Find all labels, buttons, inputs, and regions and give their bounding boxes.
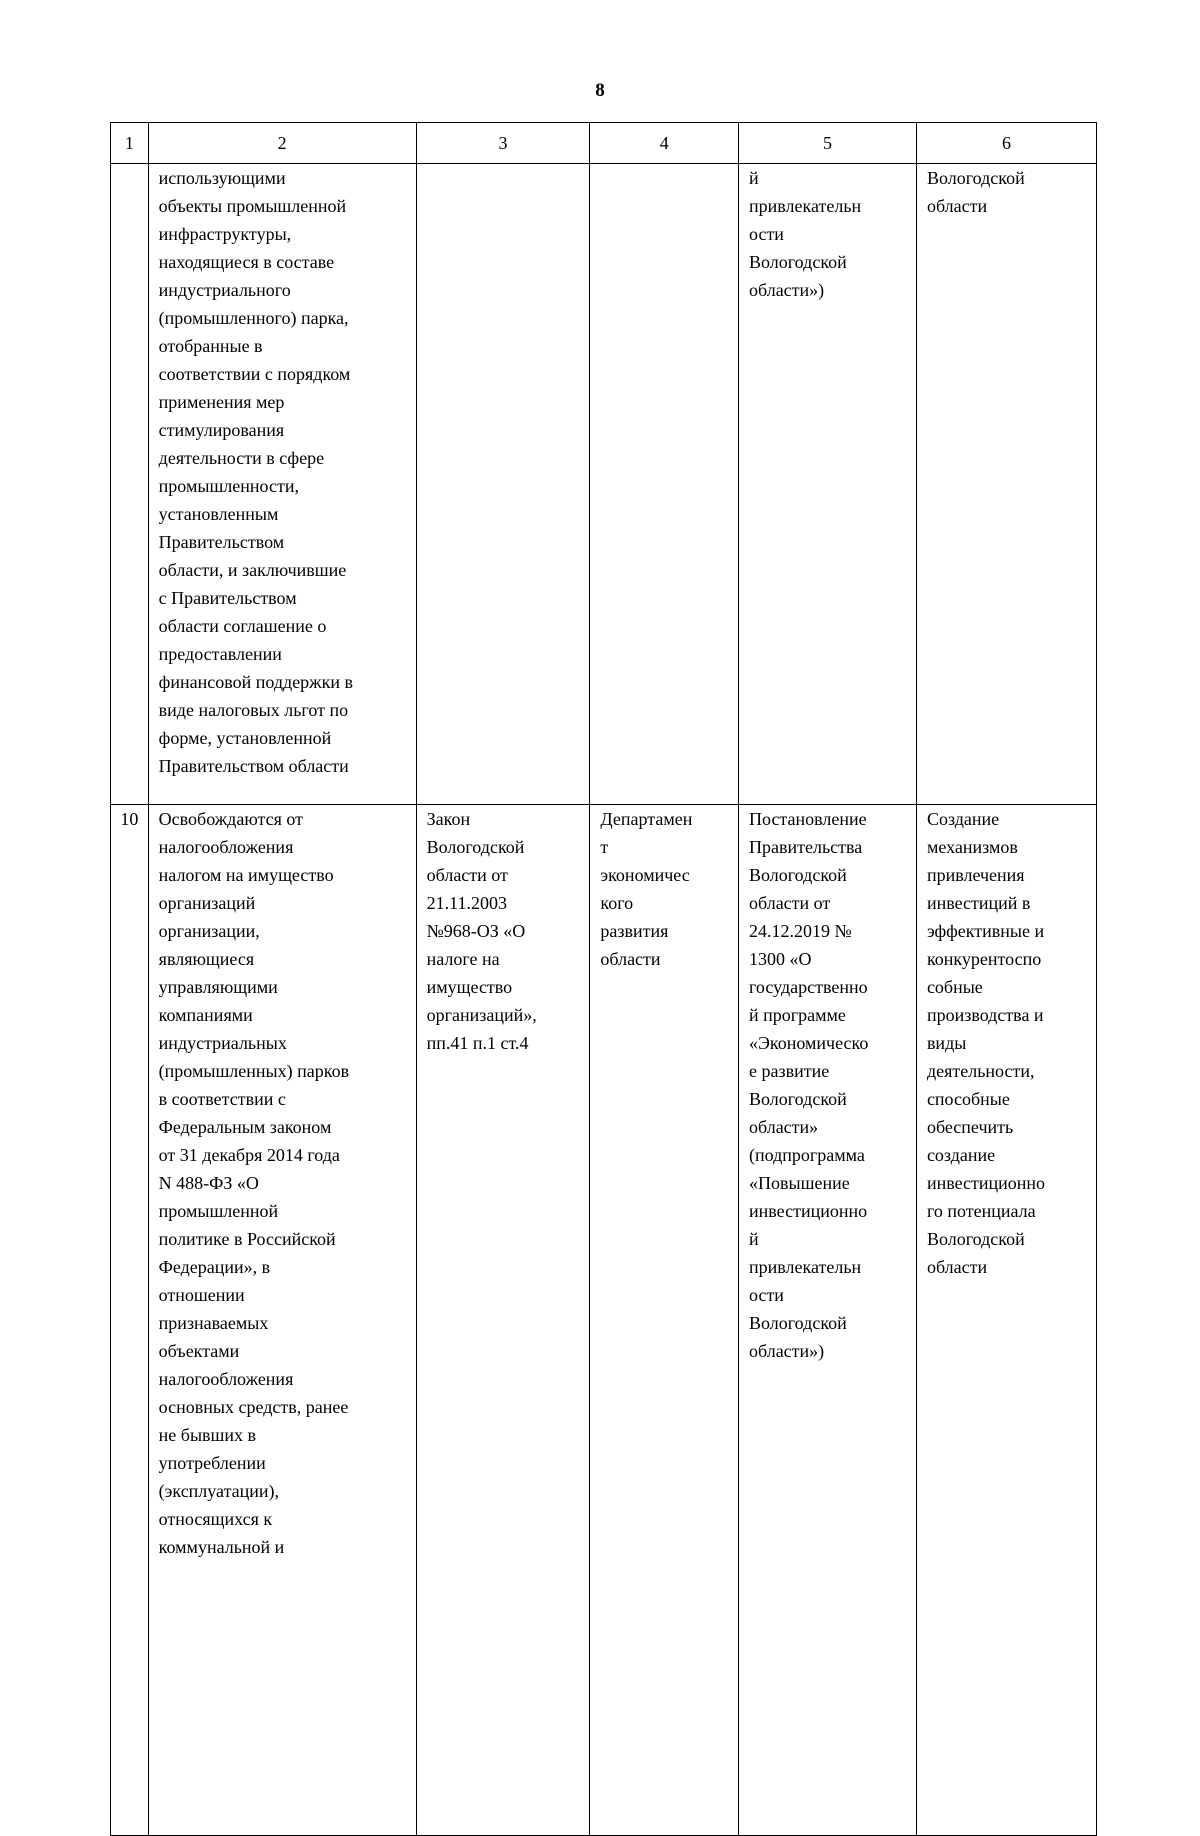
table-header-cell: 5	[739, 123, 917, 164]
table-cell	[739, 164, 917, 805]
table-cell	[590, 805, 739, 1836]
table-cell	[916, 164, 1096, 805]
cell-text: й привлекательн ости Вологодской области»)	[749, 168, 862, 300]
page-number: 8	[595, 80, 605, 101]
cell-text: Департамен т экономичес кого развития области	[600, 809, 693, 969]
table-row	[111, 164, 1097, 805]
table-header-cell: 4	[590, 123, 739, 164]
benefits-table	[110, 122, 1097, 1836]
cell-text: Закон Вологодской области от 21.11.2003 №968-ОЗ «О налоге на имущество организаций», пп.41 п.1 ст.4	[426, 809, 537, 1053]
cell-text: использующими объекты промышленной инфраструктуры, находящиеся в составе индустриального (промышленного) парка, отобранные в соответствии с порядком применения мер стимулирования деятельности в сфере промышленности, установленным Правительством области, и заключившие с Правительством области соглашение о предоставлении финансовой поддержки в виде налоговых льгот по форме, установленной Правительством области	[158, 168, 353, 776]
cell-text: Создание механизмов привлечения инвестиций в эффективные и конкурентоспо собные производства и виды деятельности, способные обеспечить создание инвестиционно го потенциала Вологодской области	[926, 809, 1046, 1277]
cell-text: Освобождаются от налогообложения налогом на имущество организаций организации, являющиеся управляющими компаниями индустриальных (промышленных) парков в соответствии с Федеральным законом от 31 декабря 2014 года N 488-ФЗ «О промышленной политике в Российской Федерации», в отношении признаваемых объектами налогообложения основных средств, ранее не бывших в употреблении (эксплуатации), относящихся к коммунальной и	[158, 809, 350, 1557]
table-cell	[916, 805, 1096, 1836]
table-cell	[416, 164, 590, 805]
table-header-cell: 3	[416, 123, 590, 164]
row-number	[111, 164, 149, 805]
table-cell	[416, 805, 590, 1836]
cell-text: Постановление Правительства Вологодской области от 24.12.2019 № 1300 «О государственно й программе «Экономическо е развитие Вологодской области» (подпрограмма «Повышение инвестиционно й привлекательн ости Вологодской области»)	[749, 809, 869, 1361]
table-header-cell: 2	[148, 123, 416, 164]
table-header-row	[111, 123, 1097, 164]
table-cell	[148, 805, 416, 1836]
table-cell	[590, 164, 739, 805]
table-header-cell: 1	[111, 123, 149, 164]
row-number: 10	[111, 805, 149, 1836]
table-row	[111, 805, 1097, 1836]
table-header-cell: 6	[916, 123, 1096, 164]
table-cell	[739, 805, 917, 1836]
table-cell	[148, 164, 416, 805]
cell-text: Вологодской области	[926, 168, 1025, 216]
